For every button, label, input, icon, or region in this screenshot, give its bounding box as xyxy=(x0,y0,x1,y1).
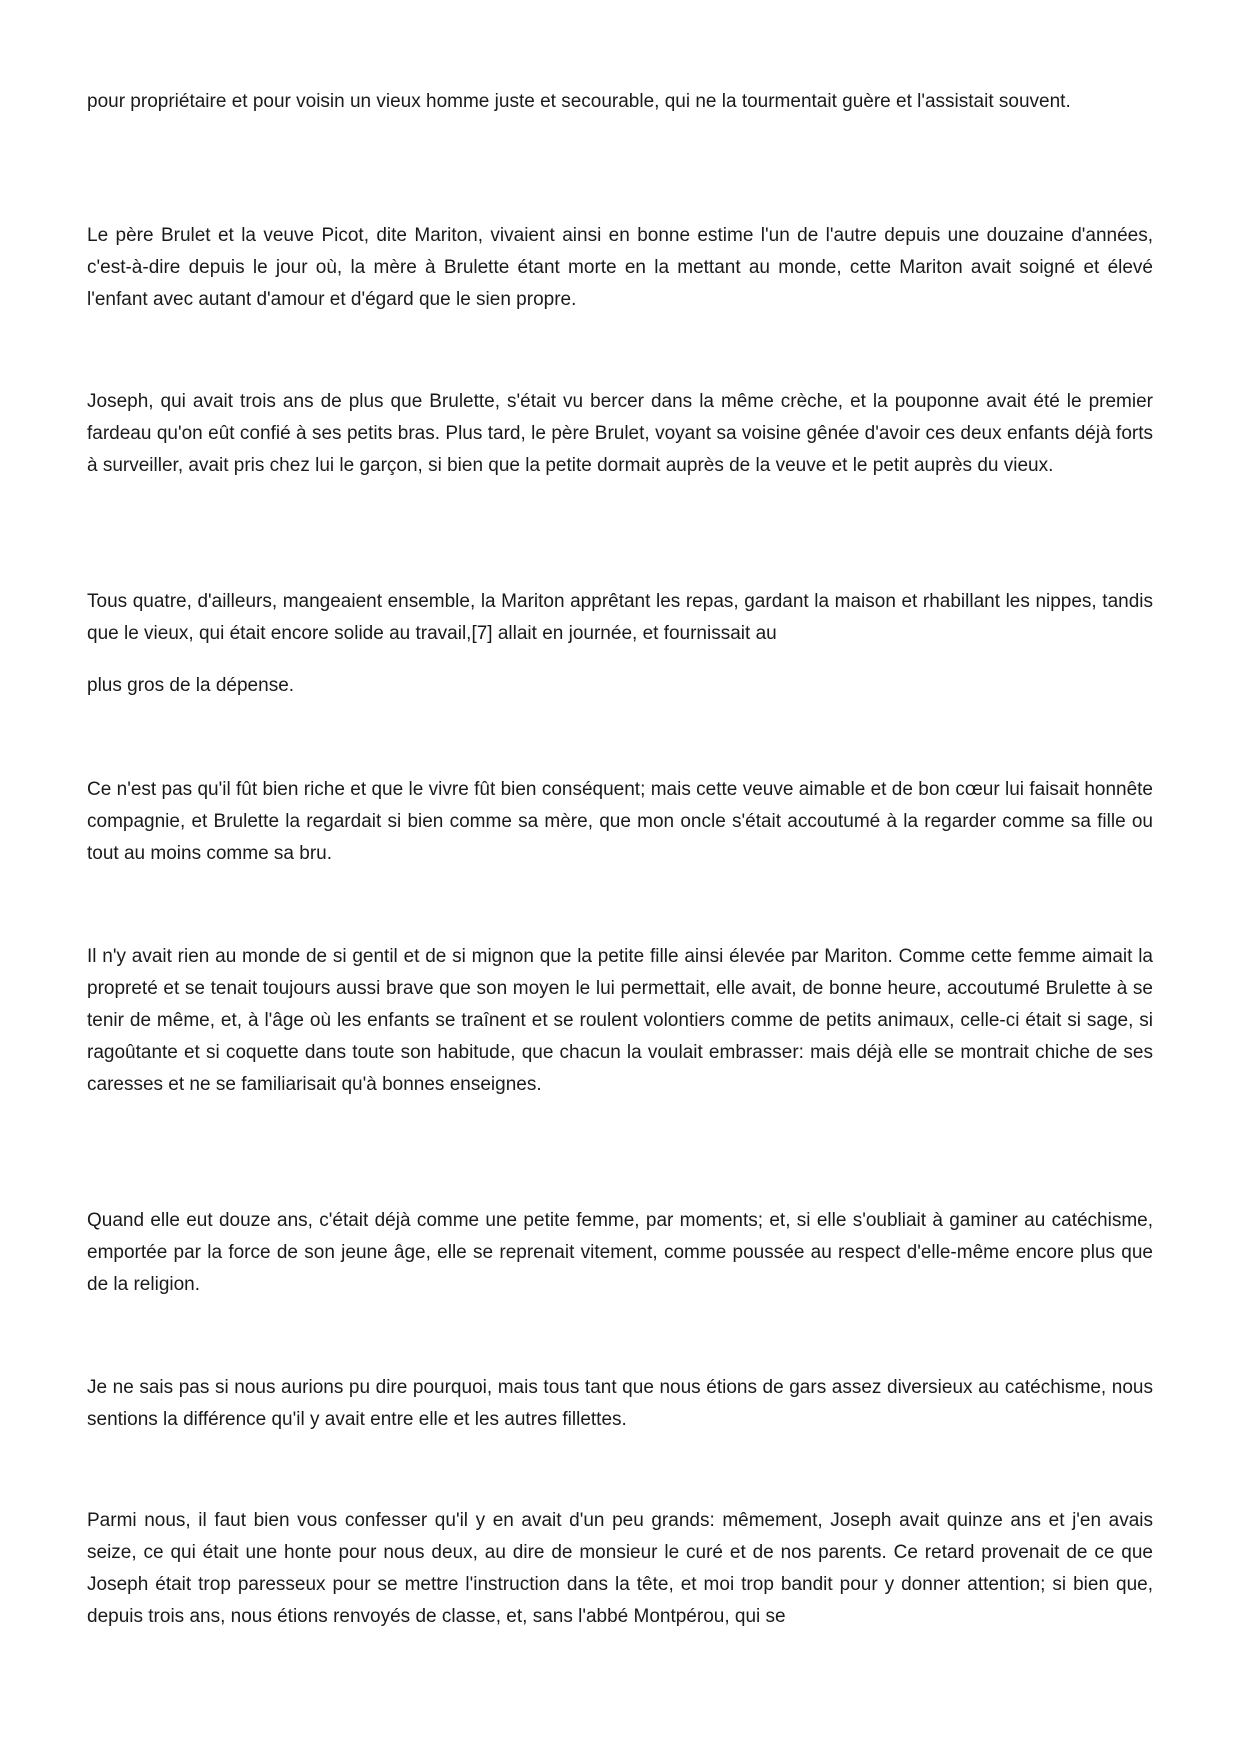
paragraph-4: Tous quatre, d'ailleurs, mangeaient ensemble, la Mariton apprêtant les repas, gardant la maison et rhabillant les nippes, tandis que le vieux, qui était encore solide au travail,[7] allait en journée, et fournissait au xyxy=(87,591,1153,644)
paragraph-7: Quand elle eut douze ans, c'était déjà comme une petite femme, par moments; et, si elle s'oubliait à gaminer au catéchisme, emportée par la force de son jeune âge, elle se reprenait vitement, comme poussée au respect d'elle-même encore plus que de la religion. xyxy=(87,1210,1153,1295)
paragraph-6: Il n'y avait rien au monde de si gentil et de si mignon que la petite fille ainsi élevée par Mariton. Comme cette femme aimait la propreté et se tenait toujours aussi brave que son moyen le lui permettait, elle avait, de bonne heure, accoutumé Brulette à se tenir de même, et, à l'âge où les enfants se traînent et se roulent volontiers comme de petits animaux, celle-ci était si sage, si ragoûtante et si coquette dans toute son habitude, que chacun la voulait embrasser: mais déjà elle se montrait chiche de ses caresses et ne se familiarisait qu'à bonnes enseignes. xyxy=(87,946,1153,1095)
paragraph-4-continued: plus gros de la dépense. xyxy=(87,675,295,696)
paragraph-2: Le père Brulet et la veuve Picot, dite Mariton, vivaient ainsi en bonne estime l'un de l'autre depuis une douzaine d'années, c'est-à-dire depuis le jour où, la mère à Brulette étant morte en la mettant au monde, cette Mariton avait soigné et élevé l'enfant avec autant d'amour et d'égard que le sien propre. xyxy=(87,225,1153,310)
paragraph-5: Ce n'est pas qu'il fût bien riche et que le vivre fût bien conséquent; mais cette veuve aimable et de bon cœur lui faisait honnête compagnie, et Brulette la regardait si bien comme sa mère, que mon oncle s'était accoutumé à la regarder comme sa fille ou tout au moins comme sa bru. xyxy=(87,779,1153,864)
paragraph-3: Joseph, qui avait trois ans de plus que Brulette, s'était vu bercer dans la même crèche, et la pouponne avait été le premier fardeau qu'on eût confié à ses petits bras. Plus tard, le père Brulet, voyant sa voisine gênée d'avoir ces deux enfants déjà forts à surveiller, avait pris chez lui le garçon, si bien que la petite dormait auprès de la veuve et le petit auprès du vieux. xyxy=(87,391,1153,476)
paragraph-1: pour propriétaire et pour voisin un vieux homme juste et secourable, qui ne la tourmentait guère et l'assistait souvent. xyxy=(87,91,1071,112)
paragraph-8: Je ne sais pas si nous aurions pu dire pourquoi, mais tous tant que nous étions de gars assez diversieux au catéchisme, nous sentions la différence qu'il y avait entre elle et les autres fillettes. xyxy=(87,1377,1153,1430)
paragraph-9: Parmi nous, il faut bien vous confesser qu'il y en avait d'un peu grands: mêmement, Joseph avait quinze ans et j'en avais seize, ce qui était une honte pour nous deux, au dire de monsieur le curé et de nos parents. Ce retard provenait de ce que Joseph était trop paresseux pour se mettre l'instruction dans la tête, et moi trop bandit pour y donner attention; si bien que, depuis trois ans, nous étions renvoyés de classe, et, sans l'abbé Montpérou, qui se xyxy=(87,1510,1153,1627)
